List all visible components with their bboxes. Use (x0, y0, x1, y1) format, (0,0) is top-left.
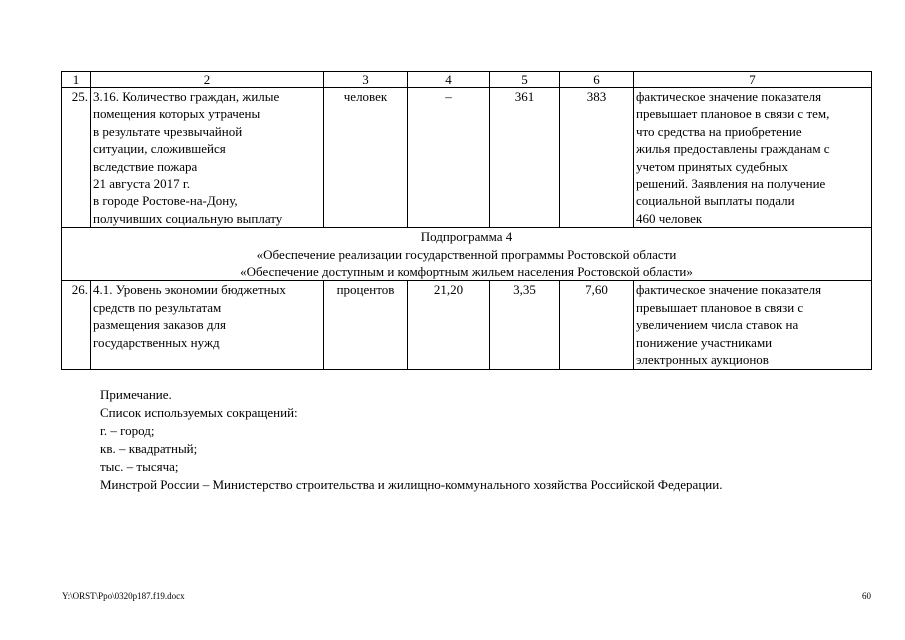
value-cell-6: 383 (560, 88, 634, 228)
notes-title: Примечание. (100, 387, 172, 402)
indicator-name: 3.16. Количество граждан, жилые помещения которых утрачены в результате чрезвычайной ситуации, сложившейся вследствие пожара 21 августа 2017 г. в городе Ростове-на-Дону, получивших социальную выплату (91, 88, 324, 228)
row-number: 25. (62, 88, 91, 228)
row-number: 26. (62, 281, 91, 369)
header-cell-1: 1 (62, 72, 91, 88)
subprogram-line-3: «Обеспечение доступным и комфортным жильем населения Ростовской области» (240, 264, 693, 280)
value-cell-4: – (408, 88, 490, 228)
indicator-name: 4.1. Уровень экономии бюджетных средств по результатам размещения заказов для государственных нужд (91, 281, 324, 369)
value-cell-4: 21,20 (408, 281, 490, 369)
abbreviations-heading: Список используемых сокращений: (100, 405, 298, 420)
subprogram-line-2: «Обеспечение реализации государственной программы Ростовской области (256, 246, 677, 262)
header-cell-2: 2 (91, 72, 324, 88)
footer-file-path: Y:\ORST\Ppo\0320p187.f19.docx (62, 591, 185, 601)
value-cell-6: 7,60 (560, 281, 634, 369)
header-cell-5: 5 (490, 72, 560, 88)
notes-block (100, 386, 722, 494)
table-header-row (62, 72, 872, 88)
subprogram-heading (62, 228, 872, 281)
unit-cell: человек (324, 88, 408, 228)
abbreviation-item: кв. – квадратный; (100, 441, 198, 456)
header-cell-3: 3 (324, 72, 408, 88)
header-cell-6: 6 (560, 72, 634, 88)
page-number: 60 (862, 591, 871, 601)
abbreviation-item: Минстрой России – Министерство строительства и жилищно-коммунального хозяйства Российской Федерации. (100, 477, 723, 492)
header-cell-4: 4 (408, 72, 490, 88)
comment-cell: фактическое значение показателя превышает плановое в связи с увеличением числа ставок на понижение участниками электронных аукционов (634, 281, 872, 369)
header-cell-7: 7 (634, 72, 872, 88)
report-table (61, 71, 872, 370)
abbreviation-item: г. – город; (100, 423, 155, 438)
value-cell-5: 361 (490, 88, 560, 228)
subprogram-row (62, 228, 872, 281)
table-row-26 (62, 281, 872, 369)
value-cell-5: 3,35 (490, 281, 560, 369)
table-row-25 (62, 88, 872, 228)
comment-cell: фактическое значение показателя превышает плановое в связи с тем, что средства на приобретение жилья предоставлены гражданам с учетом принятых судебных решений. Заявления на получение социальной выплаты подали 460 человек (634, 88, 872, 228)
subprogram-title: Подпрограмма 4 (420, 229, 513, 245)
abbreviation-item: тыс. – тысяча; (100, 459, 179, 474)
unit-cell: процентов (324, 281, 408, 369)
